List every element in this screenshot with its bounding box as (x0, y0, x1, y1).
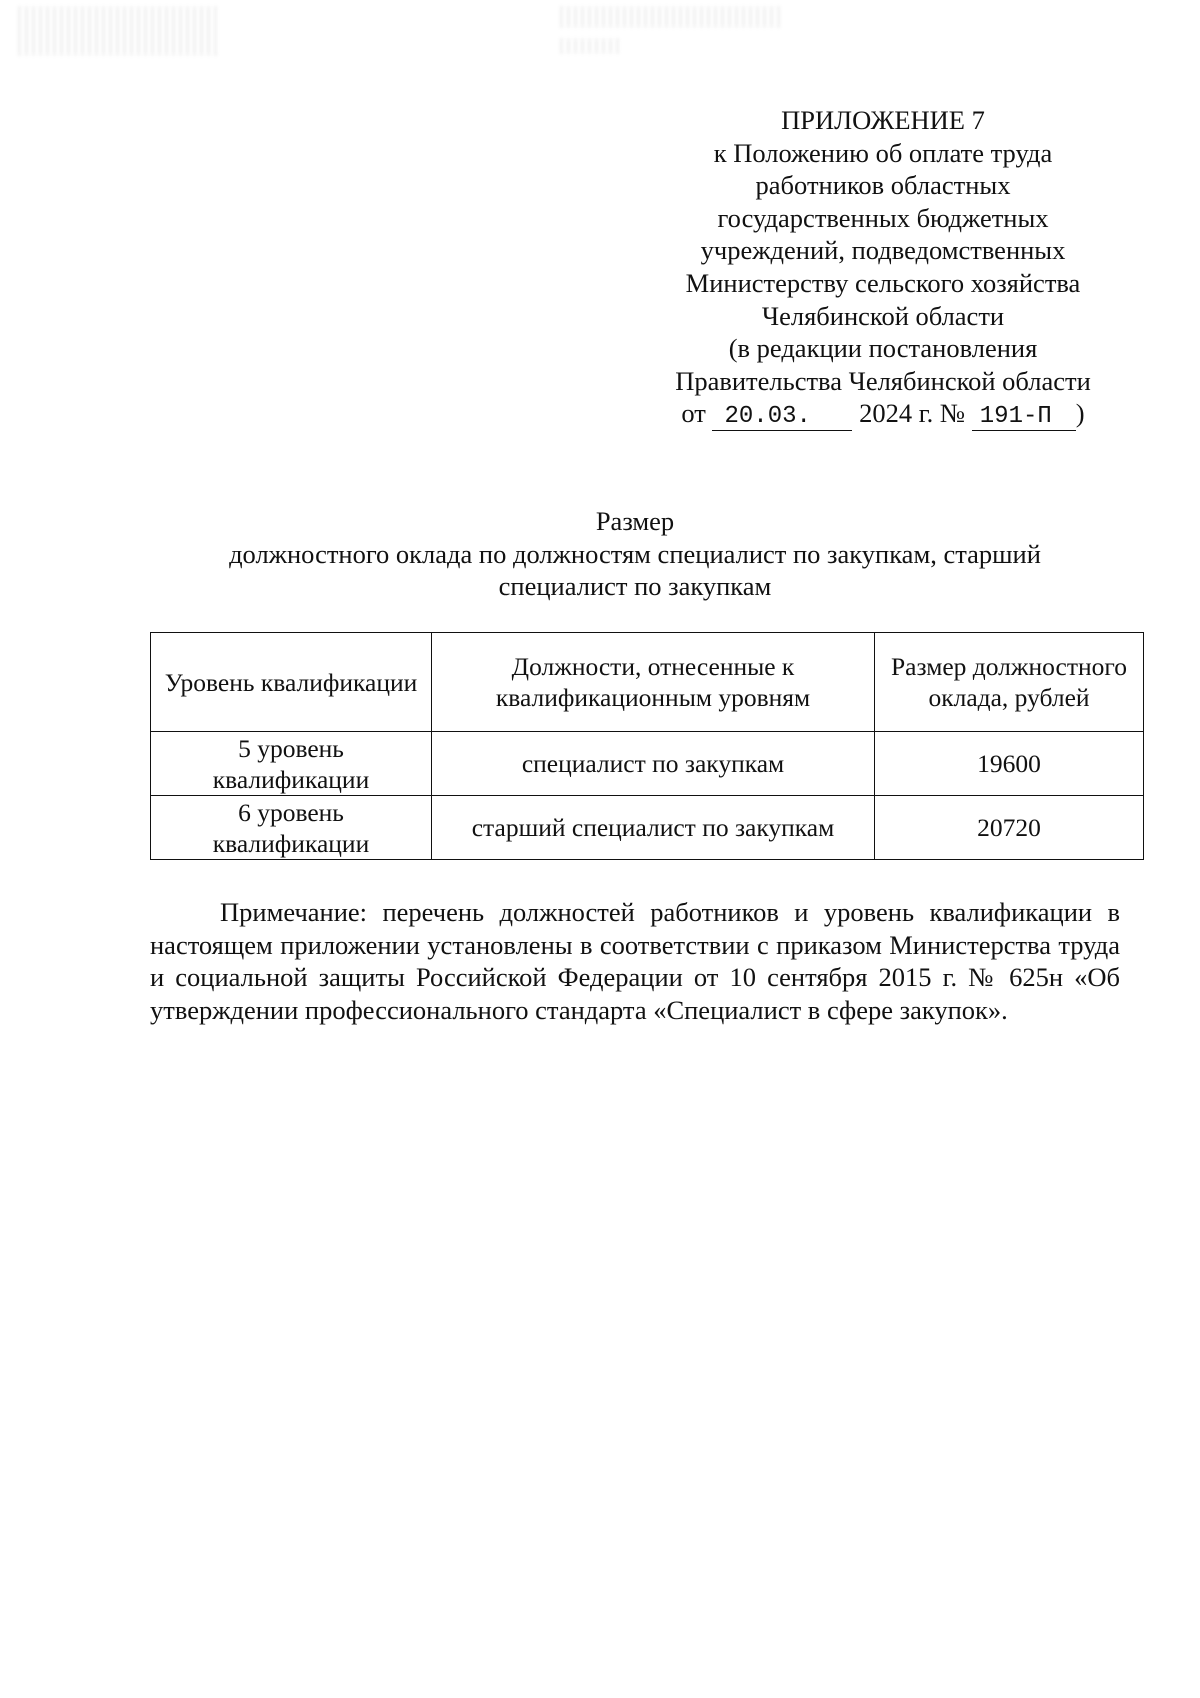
annex-line: работников областных (755, 170, 1011, 201)
document-heading (150, 505, 1120, 603)
cell-position: старший специалист по закупкам (432, 796, 875, 860)
heading-line: Размер (595, 506, 675, 536)
decree-reference (648, 397, 1118, 431)
salary-table (150, 632, 1144, 860)
scan-artifact (560, 6, 780, 28)
annex-line: Министерству сельского хозяйства (685, 267, 1081, 298)
salary-table-container (150, 632, 1144, 860)
decree-year: 2024 г. № (859, 398, 966, 429)
table-row (151, 732, 1144, 796)
cell-level: 5 уровень квалификации (151, 732, 432, 796)
note-paragraph: Примечание: перечень должностей работников и уровень квалификации в настоящем приложении установлены в соответствии с приказом Министерства труда и социальной защиты Российской Федерации от 10 сентября 2015 г. № 625н «Об утверждении профессионального стандарта «Специалист в сфере закупок». (150, 897, 1120, 1025)
decree-number-field: 191-П (972, 404, 1076, 431)
annex-line: учреждений, подведомственных (700, 235, 1066, 266)
cell-level: 6 уровень квалификации (151, 796, 432, 860)
column-header-salary: Размер должностного оклада, рублей (875, 633, 1144, 732)
decree-date-field: 20.03. (712, 404, 852, 431)
table-header-row (151, 633, 1144, 732)
annex-line: (в редакции постановления (728, 333, 1038, 364)
date-prefix: от (681, 398, 706, 429)
annex-line: Челябинской области (761, 300, 1005, 331)
annex-title: ПРИЛОЖЕНИЕ 7 (781, 105, 985, 135)
scan-artifact (18, 6, 218, 56)
annex-line: государственных бюджетных (717, 202, 1049, 233)
heading-line: должностного оклада по должностям специалист по закупкам, старший (229, 538, 1041, 569)
annex-header (648, 104, 1118, 431)
closing-paren: ) (1075, 398, 1085, 429)
column-header-level: Уровень квалификации (151, 633, 432, 732)
column-header-positions: Должности, отнесенные к квалификационным уровням (432, 633, 875, 732)
scan-artifact (560, 38, 620, 54)
annex-line: к Положению об оплате труда (713, 137, 1053, 168)
cell-salary: 19600 (875, 732, 1144, 796)
table-row (151, 796, 1144, 860)
cell-position: специалист по закупкам (432, 732, 875, 796)
heading-line: специалист по закупкам (498, 571, 772, 602)
annex-line: Правительства Челябинской области (675, 365, 1091, 396)
cell-salary: 20720 (875, 796, 1144, 860)
